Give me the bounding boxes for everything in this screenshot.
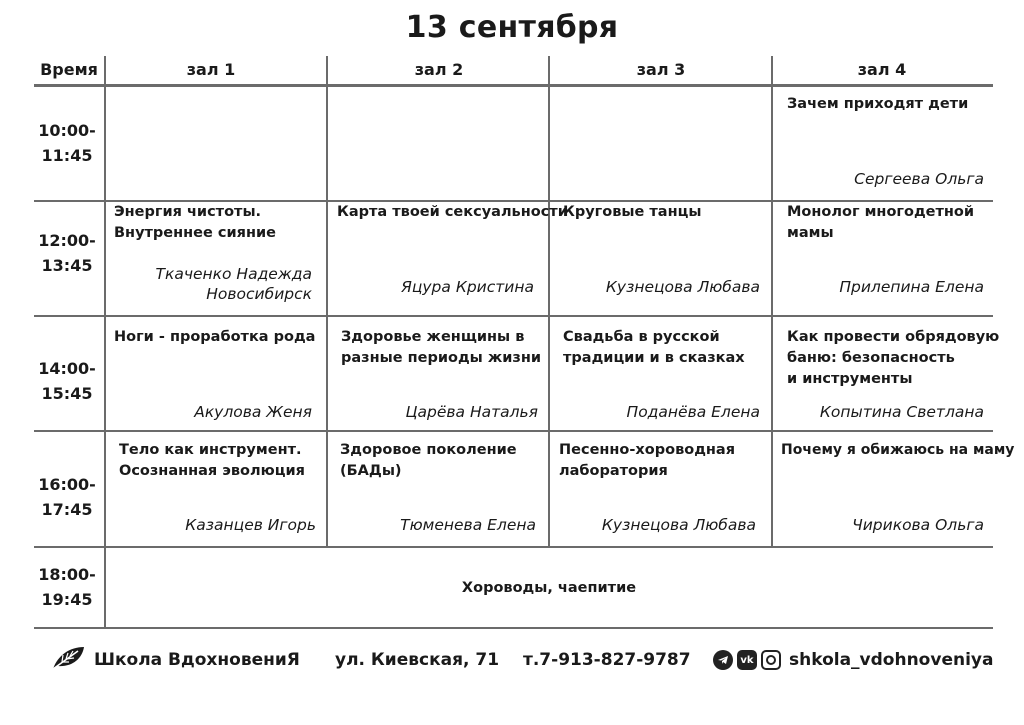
time-start: 14:00- xyxy=(38,359,96,378)
session-title: Песенно-хороводная лаборатория xyxy=(559,442,736,479)
column-divider xyxy=(548,56,550,548)
footer-social xyxy=(713,646,993,674)
table-rule xyxy=(34,627,993,629)
session-speaker: Кузнецова Любава xyxy=(605,278,760,296)
time-end: 13:45 xyxy=(41,256,93,275)
page-title: 13 сентября xyxy=(405,10,619,45)
time-slot xyxy=(34,228,100,278)
time-slot xyxy=(34,118,100,168)
time-slot xyxy=(34,356,100,406)
footer-school xyxy=(50,646,300,674)
instagram-icon[interactable] xyxy=(761,650,781,670)
telegram-icon[interactable] xyxy=(713,650,733,670)
time-start: 10:00- xyxy=(38,121,96,140)
table-rule xyxy=(34,430,993,432)
social-handle[interactable]: shkola_vdohnoveniya xyxy=(789,650,994,670)
header-hall-3: зал 3 xyxy=(636,60,686,79)
header-hall-4: зал 4 xyxy=(857,60,907,79)
session-speaker: Кузнецова Любава xyxy=(601,516,756,534)
leaf-icon xyxy=(50,645,86,676)
session-title: Здоровье женщины в разные периоды жизни xyxy=(341,329,542,366)
session-title: Ноги - проработка рода xyxy=(114,329,316,345)
time-end: 15:45 xyxy=(41,384,93,403)
school-name: Школа ВдохновениЯ xyxy=(94,650,300,670)
time-end: 11:45 xyxy=(41,146,93,165)
column-divider xyxy=(326,56,328,548)
time-end: 19:45 xyxy=(41,590,93,609)
time-slot xyxy=(34,472,100,522)
session-title: Энергия чистоты. Внутреннее сияние xyxy=(114,204,276,241)
table-rule xyxy=(34,315,993,317)
time-start: 12:00- xyxy=(38,231,96,250)
session-speaker: Поданёва Елена xyxy=(626,403,760,421)
session-title: Зачем приходят дети xyxy=(787,96,969,112)
session-speaker: Казанцев Игорь xyxy=(185,516,316,534)
session-speaker: Тюменева Елена xyxy=(400,516,536,534)
header-time: Время xyxy=(40,60,98,79)
time-end: 17:45 xyxy=(41,500,93,519)
time-start: 16:00- xyxy=(38,475,96,494)
footer-phone: т.7-913-827-9787 xyxy=(523,650,691,670)
session-title: Монолог многодетной мамы xyxy=(787,204,975,241)
session-speaker: Прилепина Елена xyxy=(839,278,984,296)
column-divider xyxy=(771,56,773,548)
table-rule xyxy=(34,84,993,87)
table-rule xyxy=(34,546,993,548)
session-title: Здоровое поколение (БАДы) xyxy=(340,442,517,479)
session-speaker: Яцура Кристина xyxy=(401,278,534,296)
header-hall-1: зал 1 xyxy=(186,60,236,79)
session-speaker: Сергеева Ольга xyxy=(854,170,984,188)
session-title: Свадьба в русской традиции и в сказках xyxy=(563,329,745,366)
session-title: Круговые танцы xyxy=(563,204,702,220)
session-speaker: Царёва Наталья xyxy=(405,403,538,421)
time-slot xyxy=(34,562,100,612)
session-speaker: Ткаченко Надежда Новосибирск xyxy=(155,265,312,303)
session-speaker: Чирикова Ольга xyxy=(852,516,984,534)
session-speaker: Копытина Светлана xyxy=(819,403,984,421)
session-title: Карта твоей сексуальности xyxy=(337,204,568,220)
session-title: Тело как инструмент. Осознанная эволюция xyxy=(119,442,305,479)
time-start: 18:00- xyxy=(38,565,96,584)
header-hall-2: зал 2 xyxy=(414,60,464,79)
session-speaker: Акулова Женя xyxy=(194,403,312,421)
session-title: Почему я обижаюсь на маму xyxy=(781,442,1015,458)
closing-activity: Хороводы, чаепитие xyxy=(461,580,637,596)
column-divider xyxy=(104,56,106,629)
session-title: Как провести обрядовую баню: безопасность и инструменты xyxy=(787,329,1000,387)
vk-icon[interactable]: vk xyxy=(737,650,757,670)
footer-address: ул. Киевская, 71 xyxy=(335,650,500,670)
